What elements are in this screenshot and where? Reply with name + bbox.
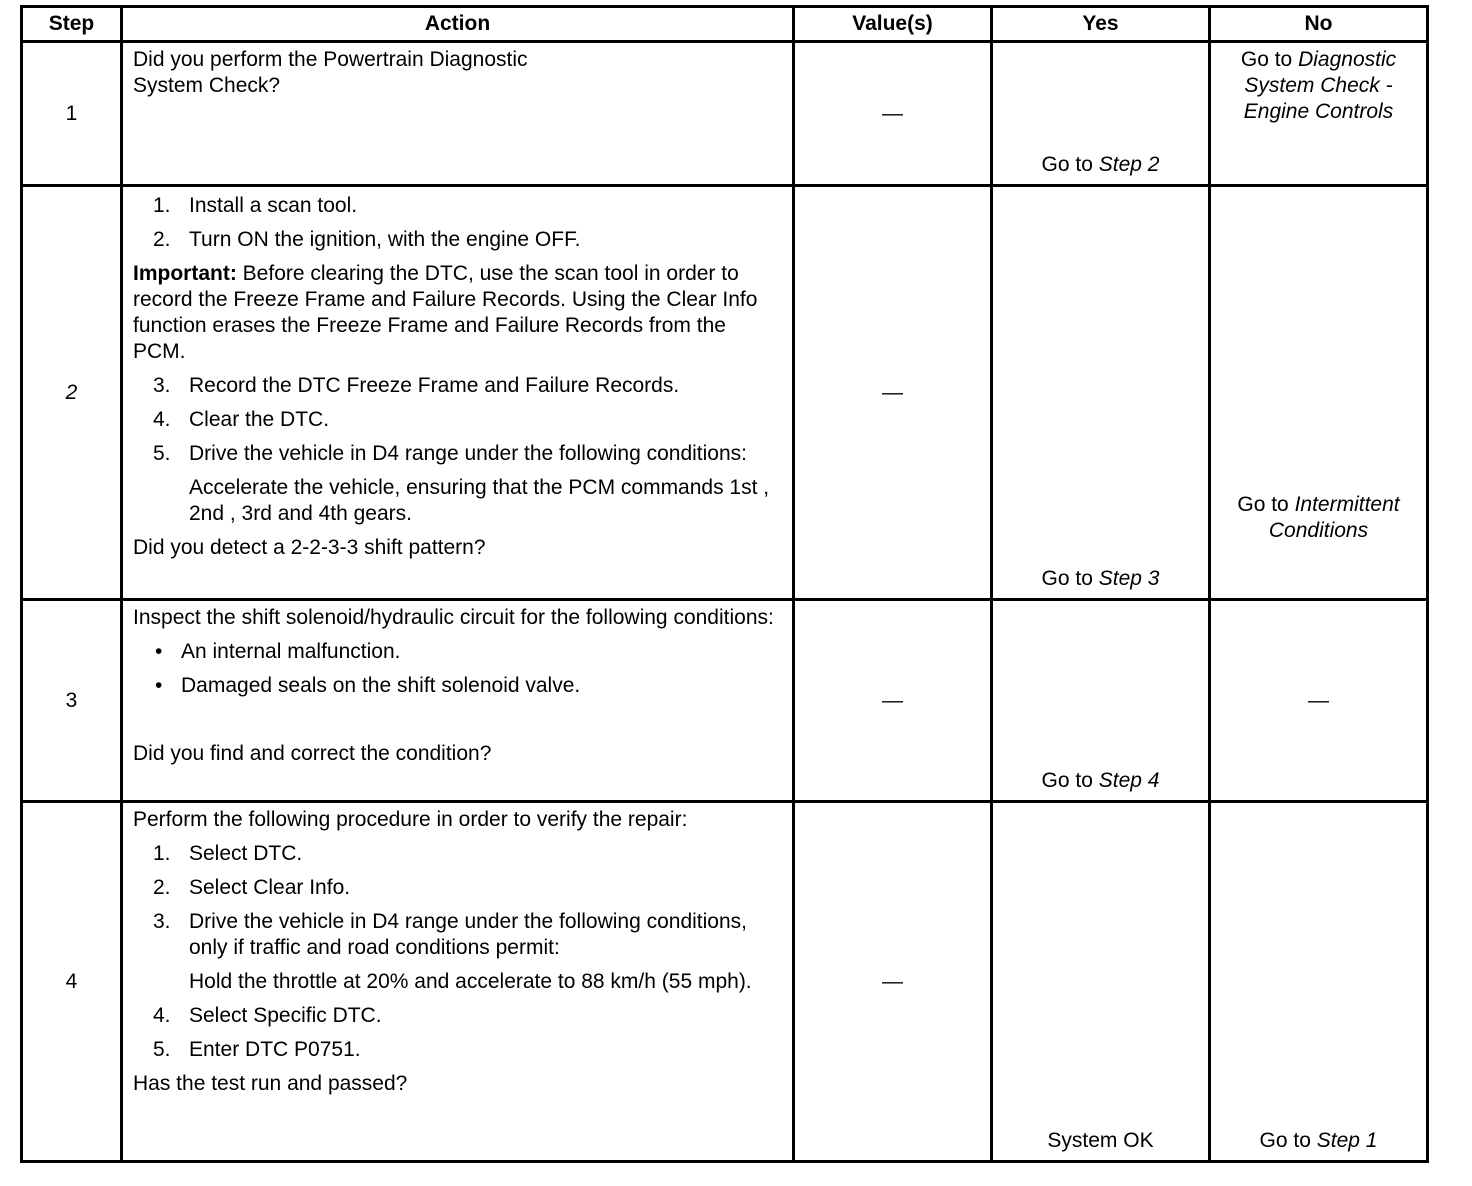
yes-prefix: Go to <box>1041 567 1093 590</box>
value-cell: — <box>794 802 992 1162</box>
list-item <box>153 193 782 219</box>
item-text: Drive the vehicle in D4 range under the following conditions, only if traffic and road conditions permit: <box>189 910 747 959</box>
header-action: Action <box>122 7 794 42</box>
item-number: 1. <box>153 842 171 865</box>
no-link[interactable]: Conditions <box>1268 519 1369 542</box>
table-row <box>22 802 1428 1162</box>
item-text: Install a scan tool. <box>189 194 358 217</box>
yes-cell: System OK <box>992 802 1210 1162</box>
yes-link[interactable]: Step 2 <box>1098 153 1160 176</box>
list-item <box>153 1037 782 1063</box>
question-line: System Check? <box>133 74 281 97</box>
list-item <box>153 227 782 253</box>
action-cell <box>122 42 794 186</box>
item-number: 4. <box>153 1004 171 1027</box>
list-item <box>153 407 782 433</box>
item-text: Turn ON the ignition, with the engine OFF. <box>189 228 581 251</box>
header-yes: Yes <box>992 7 1210 42</box>
yes-link[interactable]: Step 4 <box>1098 769 1160 792</box>
item-number: 3. <box>153 910 171 933</box>
sub-text: Hold the throttle at 20% and accelerate to 88 km/h (55 mph). <box>189 970 752 993</box>
sub-text: Accelerate the vehicle, ensuring that the PCM commands 1st , 2nd , 3rd and 4th gears. <box>189 476 770 525</box>
question-line: Did you detect a 2-2-3-3 shift pattern? <box>133 536 486 559</box>
diagnostic-table <box>20 5 1429 1163</box>
step-number: 2 <box>22 186 122 600</box>
item-text: Select DTC. <box>189 842 303 865</box>
item-text: Clear the DTC. <box>189 408 330 431</box>
important-label: Important: <box>133 262 237 285</box>
no-link[interactable]: System Check - <box>1244 74 1393 97</box>
no-link[interactable]: Diagnostic <box>1298 48 1397 71</box>
value-cell: — <box>794 42 992 186</box>
list-item <box>155 639 782 665</box>
item-text: Select Specific DTC. <box>189 1004 382 1027</box>
yes-cell <box>992 600 1210 802</box>
yes-prefix: Go to <box>1041 153 1093 176</box>
intro-text: Perform the following procedure in order to verify the repair: <box>133 808 688 831</box>
action-cell <box>122 186 794 600</box>
bullet-mark: • <box>155 674 163 697</box>
item-number: 2. <box>153 876 171 899</box>
step-number: 1 <box>22 42 122 186</box>
important-text: Before clearing the DTC, use the scan tool in order to record the Freeze Frame and Failure Records. Using the Clear Info function erases the Freeze Frame and Failure Records from the PCM. <box>133 262 758 363</box>
list-item <box>153 841 782 867</box>
no-cell <box>1210 42 1428 186</box>
action-cell <box>122 600 794 802</box>
header-row <box>22 7 1428 42</box>
list-item <box>153 373 782 399</box>
item-number: 5. <box>153 442 171 465</box>
question-line: Has the test run and passed? <box>133 1072 408 1095</box>
item-text: Record the DTC Freeze Frame and Failure Records. <box>189 374 680 397</box>
no-prefix: Go to <box>1240 48 1293 71</box>
item-text: Enter DTC P0751. <box>189 1038 361 1061</box>
value-cell: — <box>794 186 992 600</box>
item-number: 4. <box>153 408 171 431</box>
intro-text: Inspect the shift solenoid/hydraulic circuit for the following conditions: <box>133 606 774 629</box>
list-item <box>153 441 782 467</box>
item-number: 3. <box>153 374 171 397</box>
header-no: No <box>1210 7 1428 42</box>
value-cell: — <box>794 600 992 802</box>
no-link[interactable]: Step 1 <box>1316 1129 1378 1152</box>
step-number: 4 <box>22 802 122 1162</box>
no-link[interactable]: Engine Controls <box>1243 100 1394 123</box>
item-text: An internal malfunction. <box>181 640 401 663</box>
table-row <box>22 186 1428 600</box>
yes-prefix: Go to <box>1041 769 1093 792</box>
table-row <box>22 600 1428 802</box>
item-text: Drive the vehicle in D4 range under the following conditions: <box>189 442 747 465</box>
list-item <box>155 673 782 699</box>
no-cell: — <box>1210 600 1428 802</box>
yes-cell <box>992 42 1210 186</box>
list-item <box>153 875 782 901</box>
list-item <box>153 1003 782 1029</box>
question-line: Did you perform the Powertrain Diagnostic <box>133 48 528 71</box>
header-step: Step <box>22 7 122 42</box>
no-link[interactable]: Intermittent <box>1294 493 1400 516</box>
item-number: 5. <box>153 1038 171 1061</box>
no-prefix: Go to <box>1237 493 1289 516</box>
step-number: 3 <box>22 600 122 802</box>
yes-cell <box>992 186 1210 600</box>
bullet-mark: • <box>155 640 163 663</box>
list-item <box>153 909 782 961</box>
important-note <box>133 261 782 365</box>
item-number: 1. <box>153 194 171 217</box>
no-prefix: Go to <box>1259 1129 1311 1152</box>
no-cell <box>1210 186 1428 600</box>
yes-link[interactable]: Step 3 <box>1098 567 1160 590</box>
item-text: Damaged seals on the shift solenoid valve. <box>181 674 581 697</box>
no-cell <box>1210 802 1428 1162</box>
item-number: 2. <box>153 228 171 251</box>
header-values: Value(s) <box>794 7 992 42</box>
action-cell <box>122 802 794 1162</box>
question-line: Did you find and correct the condition? <box>133 742 492 765</box>
table-row <box>22 42 1428 186</box>
item-text: Select Clear Info. <box>189 876 351 899</box>
